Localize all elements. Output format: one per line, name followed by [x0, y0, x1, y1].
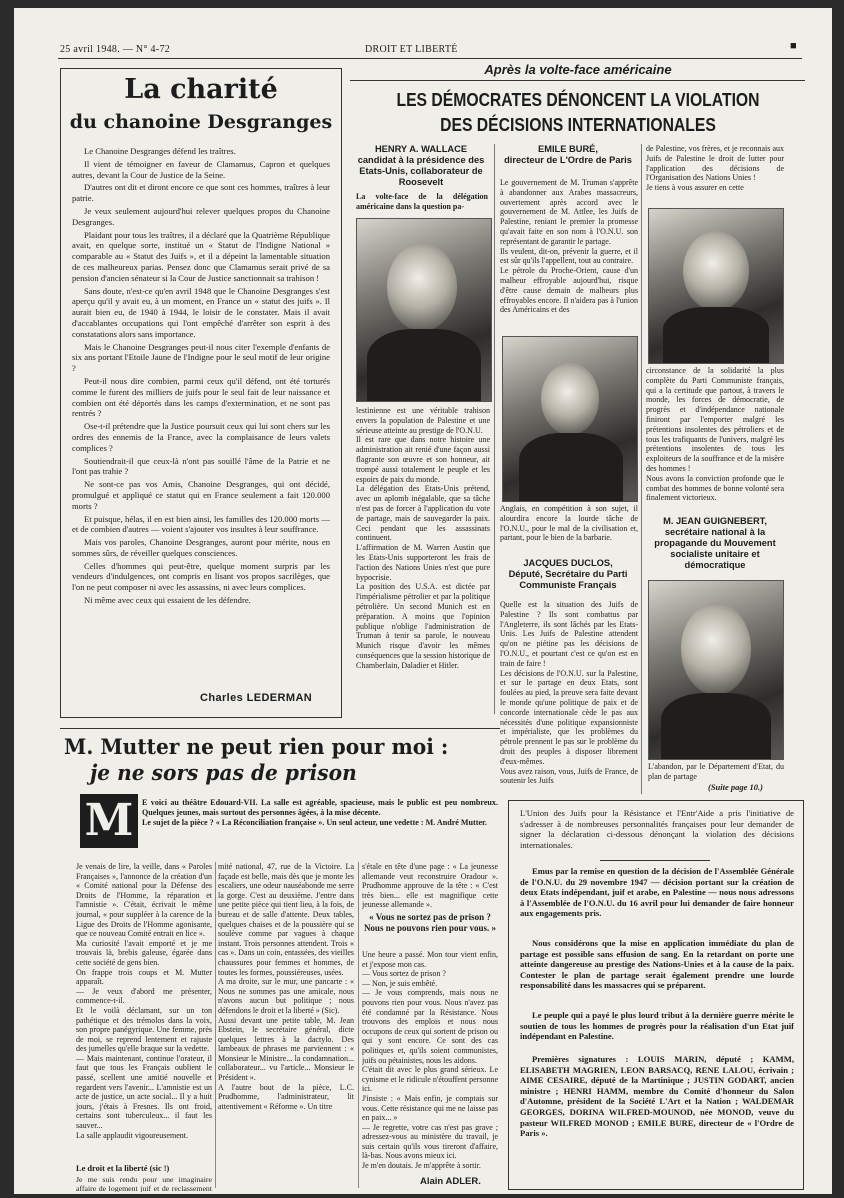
- paragraph: Ne sont-ce pas vos Amis, Chanoine Desgranges, qui ont décidé, promulgué et appliqué ce statut qui en France seulement a fait 120.000 morts ?: [72, 479, 330, 511]
- main-headline-1: LES DÉMOCRATES DÉNONCENT LA VIOLATION: [396, 89, 760, 110]
- paragraph: Mais le Chanoine Desgranges peut-il nous citer l'exemple d'enfants de six ans portant l'Etoile Jaune de l'Indigne pour le seul motif de leur origine ?: [72, 341, 330, 374]
- kicker-rule: [350, 80, 805, 81]
- column-rule: [358, 862, 359, 1188]
- paragraph: Mais vos paroles, Chanoine Desgranges, auront pour mérite, nous en sommes sûrs, de réveiller quelques consciences.: [72, 537, 330, 558]
- paragraph: D'autres ont dit et diront encore ce que sont ces hommes, traîtres à leur patrie.: [72, 182, 330, 204]
- wallace-lead: La volte-face de la délégation américaine dans la question pa-: [356, 192, 488, 211]
- main-kicker: Après la volte-face américaine: [484, 62, 672, 77]
- left-article-body: [72, 146, 330, 686]
- mutter-col3-subhead: « Vous ne sortez pas de prison ? Nous ne pouvons rien pour vous. »: [363, 912, 497, 933]
- column-rule: [494, 144, 495, 714]
- appeal-para3: Le peuple qui a payé le plus lourd tribut à la dernière guerre mérite le soutien de tous les hommes de progrès pour la réalisation d'un Etat juif indépendant en Palestine.: [520, 1010, 794, 1042]
- bottom-article-rule: [60, 728, 500, 729]
- mutter-col3: s'étale en tête d'une page : « La jeunesse allemande veut reconstruire Oradour ». Prudhomme approuve de la tête : « C'est très bien... elle est magnifique cette jeunesse allemande ».: [362, 862, 498, 910]
- paragraph: Je veux seulement aujourd'hui relever quelques propos du Chanoine Desgranges.: [72, 205, 330, 227]
- mutter-col1-subhead: Le droit et la liberté (sic !): [76, 1164, 170, 1173]
- column-rule: [641, 144, 642, 794]
- page-mark: ■: [790, 40, 797, 52]
- left-article-subtitle: du chanoine Desgranges: [69, 111, 333, 133]
- column-rule: [215, 862, 216, 1188]
- duclos-continued: de Palestine, vos frères, et je reconnais aux Juifs de Palestine le droit de lutter pour l'application des décisions de l'Organisation des Nations Unies ! Je tiens à vous assurer en cette: [646, 144, 784, 193]
- mutter-col1: Je venais de lire, la veille, dans « Paroles Françaises », l'annonce de la création d'un « Comité national pour la Défense des Droits de l'Homme, la réparation et l'amnistie ». C'était, écrivait le même journal, « pour suppléer à la carence de la Ligue des Droits de l'Homme agonisante, que ce nouveau Comité entrait en lice ». Ma curiosité l'avait emporté et je me trouvais là, brebis galeuse, égarée dans cette société de gens bien. On frappe trois coups et M. Mutter apparaît. — Je veux d'abord me présenter, commence-t-il. Et le voilà déclamant, sur un ton pathétique et des trémolos dans la voix, son propre panégyrique. Une femme, près de moi, se reprend lentement et rajuste des jumelles qu'elle braque sur la vedette. — Mais maintenant, continue l'orateur, il faut que tous les Français oublient le passé, scellent une amitié nouvelle et regardent vers l'avenir... L'amnistie est un acte de justice, un acte social... Il y a huit jours, j'étais à Fresnes. Ils ont froid, certains sont tuberculeux... il faut les sauver... La salle applaudit vigoureusement.: [76, 862, 212, 1140]
- paragraph: Ni même avec ceux qui essaient de les défendre.: [84, 595, 251, 606]
- continued-note: (Suite page 10.): [708, 782, 764, 792]
- header-rule: [58, 58, 802, 59]
- portrait-suit: [661, 693, 771, 759]
- guignebert-quote: L'abandon, par le Département d'Etat, du plan de partage: [648, 762, 784, 781]
- portrait-suit: [367, 329, 481, 401]
- guignebert-photo: [648, 580, 784, 760]
- mutter-col3-body: Une heure a passé. Mon tour vient enfin, et j'expose mon cas. — Vous sortez de prison ? — Non, je suis embêté. — Je vous comprends, mais nous ne pouvons rien pour vous. Nous n'avez pas été condamné par la Résistance. Nous trouvons des emplois et nous nous occupons de ceux qui sortent de prison ou qui y sont encore. Ce sont des cas politiques et, qu'ils soient communistes, juifs ou pétainistes, nous les aidons. C'était dit avec le plus grand sérieux. Le cynisme et le ridicule n'étouffent personne ici. J'insiste : « Mais enfin, je comptais sur vous. Cette résistance qui me ne laisse pas en paix... » — Je regrette, votre cas n'est pas grave ; adressez-vous au ministère du travail, je suis certain qu'ils vous tireront d'affaire, là-bas. Nous avons mieux ici. Je m'en doutais. Je m'apprête à sortir.: [362, 950, 498, 1171]
- paragraph: Soutiendrait-il que ceux-là n'ont pas souillé l'âme de la Patrie et ne l'ont pas trahie ?: [72, 455, 330, 477]
- mutter-intro: E voici au théâtre Edouard-VII. La salle est agréable, spacieuse, mais le public est peu nombreux. Quelques jeunes, mais surtout des personnes âgées, à la mise décente. Le sujet de la pièce ? « La Réconciliation française ». Un seul acteur, une vedette : M. André Mutter.: [142, 798, 498, 827]
- paragraph: Il vient de témoigner en faveur de Clamamus, Capron et quelques autres, devant la Cour de Justice de la Seine.: [72, 158, 330, 180]
- wallace-body: lestinienne est une véritable trahison envers la population de Palestine et une sérieuse atteinte au prestige de l'O.N.U. Il est rare que dans notre histoire une administration ait renié d'une façon aussi flagrante son œuvre et son honneur, ait trompé aussi totalement le peuple et les espoirs de paix du monde. La délégation des Etats-Unis prétend, avec un aplomb inégalable, que sa tâche n'est pas de forcer à l'application du vote de partage, mais de sauvegarder la paix. Ceci pendant que les assassinats continuent. L'affirmation de M. Warren Austin que les Etats-Unis supporteront les frais de l'action des Nations Unies n'est que pure hypocrisie. La position des U.S.A. est dictée par l'impérialisme pétrolier et par la politique pétrolière. Un second Munich est en préparation. A moins que l'opinion publique n'oblige l'administration de Truman à tenir sa parole, le nouveau Munich risque d'avoir les mêmes conséquences que la session historique de Chamberlain, Daladier et Hitler.: [356, 406, 490, 670]
- bure-body: Le gouvernement de M. Truman s'apprête à abandonner aux Arabes massacreurs, ouvertement après accord avec le gouvernement de M. Attlee, les Juifs de Palestine, reniant le premier la promesse qu'avait faite en son nom à l'O.N.U. son représentant de garantir le partage. Ils veulent, dit-on, prévenir la guerre, et il est sûr qu'ils l'appellent, tout au contraire. Le pétrole du Proche-Orient, cause d'un malheur effroyable aujourd'hui, risque d'être cause demain de malheurs plus effroyables encore. Il n'aidera pas à l'union des Américains et des: [500, 178, 638, 315]
- paragraph: Plaidant pour tous les traîtres, il a déclaré que la Quatrième République avait, en quelque sorte, institué un « Statut de l'Indigne National » comparable au « Statut des Juifs », et il a dépeint la lamentable situation de ces malheureux parias. Pensez donc que Clamamus serait privé de sa pension d'ancien sénateur si la Cour de Justice sanctionnait sa trahison !: [72, 229, 330, 283]
- guignebert-heading: M. JEAN GUIGNEBERT, secrétaire national à la propagande du Mouvement socialiste unitaire et démocratique: [654, 516, 776, 570]
- appeal-signatures: Premières signatures : LOUIS MARIN, député ; KAMM, ELISABETH MAGRIEN, LEON BARSACQ, RENE LALOU, écrivain ; AIME CESAIRE, député de la Martinique ; JUSTIN GODART, ancien ministre ; HENRI HAMM, membre du Comité d'honneur du Salon d'Automne, président de la Société L'Art et la Nation ; WALDEMAR GEORGES, DORINA WILFRED-MOUNOD, née MONOD, veuve du pasteur WILFRED MONOD ; EMILE BURE, directeur de « l'Ordre de Paris ».: [520, 1054, 794, 1139]
- paragraph: Le Chanoine Desgranges défend les traîtres.: [84, 146, 236, 156]
- mutter-headline-2: je ne sors pas de prison: [90, 760, 357, 785]
- portrait-face: [683, 231, 749, 311]
- mutter-signature: Alain ADLER.: [420, 1176, 481, 1187]
- duclos-heading: JACQUES DUCLOS, Député, Secrétaire du Parti Communiste Français: [508, 558, 628, 590]
- wallace-heading: HENRY A. WALLACE candidat à la présidence des Etats-Unis, collaborateur de Roosevelt: [357, 144, 485, 187]
- portrait-face: [387, 243, 457, 331]
- wallace-photo: [356, 218, 492, 402]
- mutter-col1-end: Je me suis rendu pour une imaginaire affaire de logement juif et de reclassement: [76, 1176, 212, 1192]
- main-headline-2: DES DÉCISIONS INTERNATIONALES: [440, 114, 716, 135]
- paragraph: Peut-il nous dire combien, parmi ceux qu'il défend, ont été torturés comme le furent des milliers de juifs pour le seul fait de leur naissance et combien ont été déportés dans les camps d'extermination, et ne sont pas rentrés ?: [72, 375, 330, 419]
- appeal-rule: [600, 860, 710, 861]
- issue-date: 25 avril 1948. — N° 4-72: [60, 44, 171, 55]
- appeal-para2: Nous considérons que la mise en application immédiate du plan de partage est possible sans effusion de sang. En la retardant on porte une atteinte dangereuse au prestige des Nations-Unies et à la cause de la paix. Contester le plan de partage serait également prendre une lourde responsabilité dans les massacres qui se préparent.: [520, 938, 794, 991]
- paragraph: Ose-t-il prétendre que la Justice poursuit ceux qui lui sont chers sur les ordres des ennemis de la France, avec la complaisance de leurs valets complices ?: [72, 421, 330, 453]
- mutter-headline-1: M. Mutter ne peut rien pour moi :: [64, 734, 449, 759]
- bure-conclusion: Anglais, en compétition à son sujet, il alourdira encore la lourde tâche de l'O.N.U., pour le mal de la civilisation et, partant, pour le bien de la barbarie.: [500, 504, 638, 543]
- portrait-suit: [519, 433, 623, 501]
- portrait-face: [541, 363, 599, 435]
- journal-name: DROIT ET LIBERTÉ: [365, 44, 458, 55]
- left-article-signature: Charles LEDERMAN: [200, 692, 313, 704]
- appeal-intro: L'Union des Juifs pour la Résistance et l'Entr'Aide a pris l'initiative de s'adresser à de nombreuses personnalités françaises pour leur demander de signer la déclaration ci-dessous dénonçant la violation des décisions internationales.: [520, 808, 794, 850]
- portrait-suit: [663, 307, 769, 363]
- duclos-conclusion: circonstance de la solidarité la plus complète du Parti Communiste français, qui a la certitude que partout, à travers le monde, les forces de démocratie, de progrès et d'indépendance nationale finiront par l'emporter malgré les prétentions insolentes des pétroliers et de tous les trafiquants de l'univers, malgré les prétentions insolentes de tous les exploiteurs de la souffrance et de la misère des hommes ! Nous avons la conviction profonde que le combat des hommes de bonne volonté sera finalement victorieux.: [646, 366, 784, 503]
- left-article-title: La charité: [124, 74, 278, 105]
- paragraph: Sans doute, n'est-ce qu'en avril 1948 que le Chanoine Desgranges s'est aperçu qu'il y avait eu, à un moment, en France un « statut des juifs ». Il aurait bien eu, de 1940 à 1944, le loisir de le constater. Mais il avait d'accablantes occupations qui l'ont empêché d'arrêter son esprit à des constatations alors sans importance.: [72, 285, 330, 339]
- bure-photo: [502, 336, 638, 502]
- paragraph: Celles d'hommes qui peut-être, quelque moment surpris par les vendeurs d'indulgences, ont compris en lisant vos propos sacrilèges, que l'on ne peut composer ni avec les assassins, ni avec leurs complices.: [72, 560, 330, 593]
- dropcap: M: [80, 794, 138, 848]
- paragraph: Et puisque, hélas, il en est bien ainsi, les familles des 120.000 morts — et de combien d'autres — voient s'ajouter vos insultes à leur souffrance.: [72, 513, 330, 535]
- portrait-face: [681, 603, 751, 695]
- duclos-photo: [648, 208, 784, 364]
- mutter-col2: mité national, 47, rue de la Victoire. La façade est belle, mais dès que je monte les escaliers, une odeur nauséabonde me serre la gorge. C'est au deuxième. J'entre dans une petite pièce qui tient lieu, à la fois, de bureau et de salle d'attente. Deux tables, quelques chaises et de la poussière qui se soulève comme par vagues à chaque instant. Trois personnes attendent. Trois « cas ». Dans un coin, entassées, des vieilles chaussures pour femmes et hommes, de toutes les formes, poussiéreuses, usées. A ma droite, sur le mur, une pancarte : « Nous ne sommes pas une amicale, nous n'avons aucun but politique ; nous défendons le droit et la liberté » (Sic). Aussi devant une petite table, M. Jean Ebstein, le secrétaire général, dicte quelques lettres à la dactylo. Des lambeaux de phrases me parviennent : « Monsieur le Ministre... la condamnation... collaborateur... vu l'article... Monsieur le Président ». A l'autre bout de la pièce, L.C. Prudhomme, l'administrateur, lit attentivement « Réforme ». Un titre: [218, 862, 354, 1111]
- bure-heading: EMILE BURÉ, directeur de L'Ordre de Paris: [504, 144, 632, 165]
- duclos-body: Quelle est la situation des Juifs de Palestine ? Ils sont combattus par l'Angleterre, ils sont lâchés par les Etats-Unis. Les Juifs de Palestine attendent qu'on ne piétine pas les décisions de l'O.N.U., et pourtant c'est ce qu'on est en train de faire ! Les décisions de l'O.N.U. sur la Palestine, et sur le partage en deux Etats, sont foulées au pied, la preuve sera faite devant le monde qu'une politique de paix et de concorde internationale cède le pas aux nécessités d'une politique expansionniste et impérialiste, que les problèmes du pétrole prennent le pas sur le problème du droit des peuples à disposer librement d'eux-mêmes. Vous avez raison, vous, Juifs de France, de soutenir les Juifs: [500, 600, 638, 786]
- appeal-para1: Emus par la remise en question de la décision de l'Assemblée Générale de l'O.N.U. du 29 novembre 1947 — décision portant sur la création de deux Etats indépendant, juif et arabe, en Palestine — nous nous adressons à l'Assemblée de l'O.N.U. du 16 avril pour lui demander de faire honneur aux engagements pris.: [520, 866, 794, 919]
